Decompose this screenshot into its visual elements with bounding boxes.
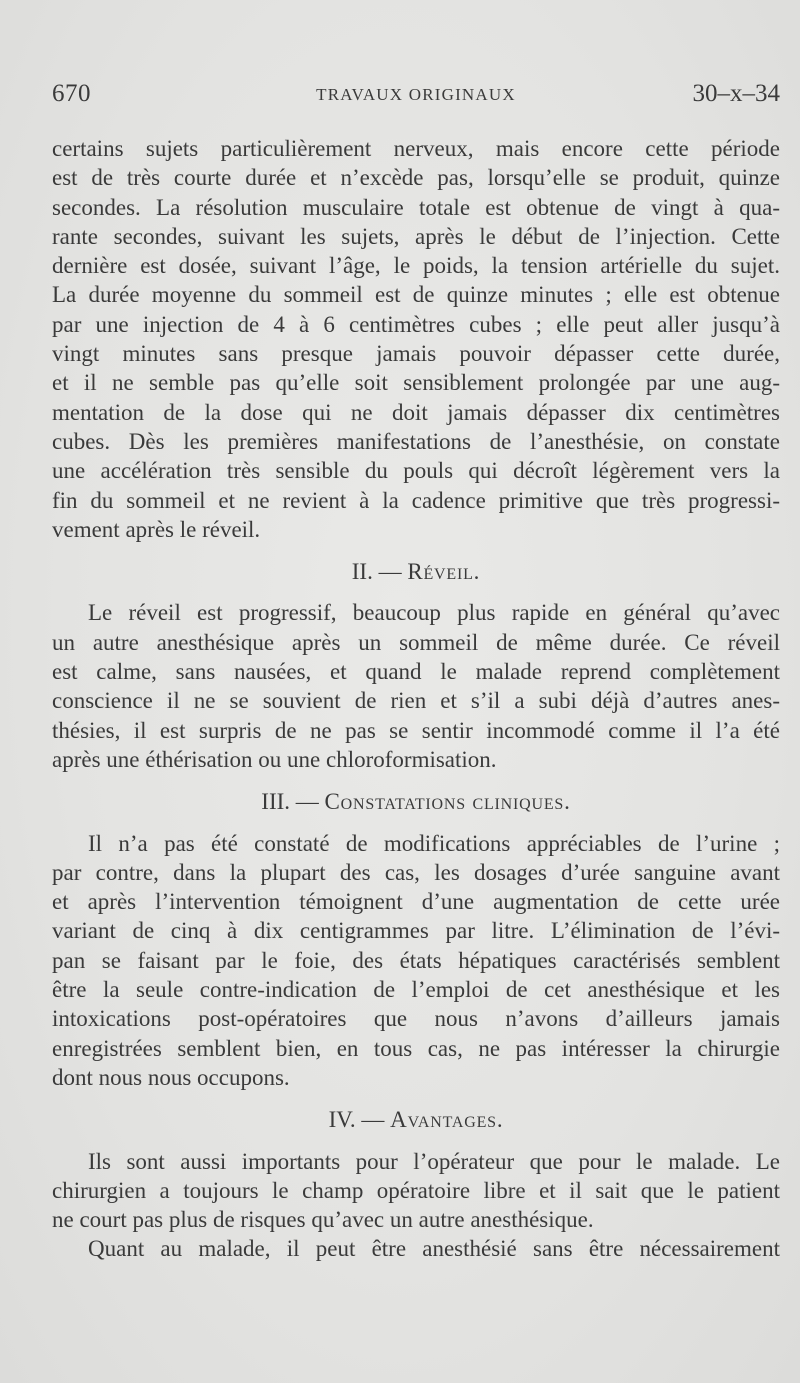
paragraph <box>52 134 780 544</box>
section-numeral: III. — <box>261 789 319 815</box>
section-title: Avantages. <box>390 1107 504 1133</box>
text-line: Quant au malade, il peut être anesthésié sans être nécessairement <box>88 1236 780 1262</box>
text-line: par contre, dans la plupart des cas, les dosages d’urée sanguine avant <box>52 859 780 885</box>
running-title: TRAVAUX ORIGINAUX <box>316 85 516 104</box>
section-title: Réveil. <box>407 559 481 585</box>
text-line: Ils sont aussi importants pour l’opérateur que pour le malade. Le <box>88 1148 780 1174</box>
text-line: et il ne semble pas qu’elle soit sensiblement prolongée par une aug- <box>52 370 780 396</box>
text-line: une accélération très sensible du pouls qui décroît légèrement vers la <box>52 458 780 484</box>
page-header <box>52 80 780 110</box>
text-line: et après l’intervention témoignent d’une augmentation de cette urée <box>52 889 780 915</box>
text-line: par une injection de 4 à 6 centimètres cubes ; elle peut aller jusqu’à <box>52 311 780 337</box>
text-line: La durée moyenne du sommeil est de quinze minutes ; elle est obtenue <box>52 282 780 308</box>
section-heading <box>52 557 780 586</box>
text-line: intoxications post-opératoires que nous n’avons d’ailleurs jamais <box>52 1006 780 1032</box>
text-line: conscience il ne se souvient de rien et s’il a subi déjà d’autres anes- <box>52 688 780 714</box>
text-line: enregistrées semblent bien, en tous cas, ne pas intéresser la chirurgie <box>52 1035 780 1061</box>
text-line: pan se faisant par le foie, des états hépatiques caractérisés semblent <box>52 947 780 973</box>
text-line: certains sujets particulièrement nerveux, mais encore cette période <box>52 136 780 161</box>
text-line: dernière est dosée, suivant l’âge, le poids, la tension artérielle du sujet. <box>52 253 780 279</box>
page-number: 670 <box>52 80 91 107</box>
text-line: vingt minutes sans presque jamais pouvoir dépasser cette durée, <box>52 341 780 367</box>
section-numeral: IV. — <box>328 1107 385 1133</box>
text-line: est de très courte durée et n’excède pas, lorsqu’elle se produit, quinze <box>52 165 780 191</box>
text-line: cubes. Dès les premières manifestations de l’anesthésie, on constate <box>52 428 780 454</box>
text-line: thésies, il est surpris de ne pas se sentir incommodé comme il l’a été <box>52 717 780 743</box>
text-line: dont nous nous occupons. <box>52 1064 290 1090</box>
paragraph <box>52 1234 780 1263</box>
text-line: chirurgien a toujours le champ opératoire libre et il sait que le patient <box>52 1177 780 1203</box>
text-line: mentation de la dose qui ne doit jamais dépasser dix centimètres <box>52 399 780 425</box>
text-line: vement après le réveil. <box>52 516 261 542</box>
text-line: Il n’a pas été constaté de modifications appréciables de l’urine ; <box>88 830 780 856</box>
text-line: un autre anesthésique après un sommeil de même durée. Ce réveil <box>52 629 780 655</box>
paragraph <box>52 598 780 774</box>
section-numeral: II. — <box>351 559 402 585</box>
paragraph <box>52 1147 780 1235</box>
section-title: Constatations cliniques. <box>324 789 571 815</box>
text-line: ne court pas plus de risques qu’avec un autre anesthésique. <box>52 1207 594 1233</box>
text-line: est calme, sans nausées, et quand le malade reprend complètement <box>52 659 780 685</box>
text-line: Le réveil est progressif, beaucoup plus rapide en général qu’avec <box>88 600 780 626</box>
section-heading <box>52 1105 780 1134</box>
section-heading <box>52 787 780 816</box>
text-line: fin du sommeil et ne revient à la cadence primitive que très progressi- <box>52 487 780 513</box>
paragraph <box>52 829 780 1093</box>
issue-date: 30–x–34 <box>692 80 780 107</box>
text-line: secondes. La résolution musculaire totale est obtenue de vingt à qua- <box>52 194 780 220</box>
text-line: rante secondes, suivant les sujets, après le début de l’injection. Cette <box>52 223 780 249</box>
text-line: être la seule contre-indication de l’emploi de cet anesthésique et les <box>52 977 780 1003</box>
text-line: variant de cinq à dix centigrammes par litre. L’élimination de l’évi- <box>52 918 780 944</box>
article-body <box>52 134 780 1264</box>
text-line: après une éthérisation ou une chloroformisation. <box>52 746 497 772</box>
